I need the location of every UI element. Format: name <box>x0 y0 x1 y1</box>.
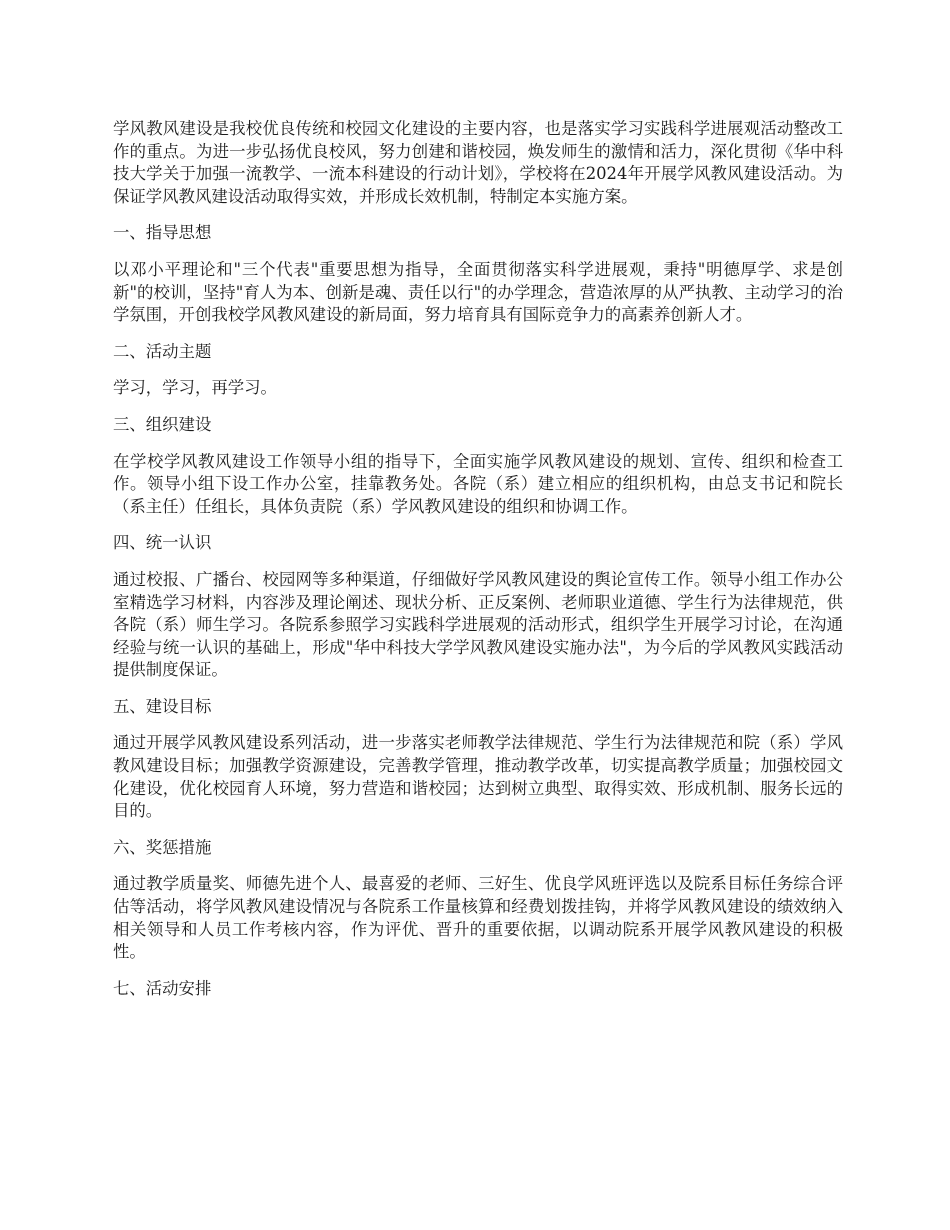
section-body-activity-theme: 学习，学习，再学习。 <box>113 378 277 398</box>
section-heading-rewards-penalties: 六、奖惩措施 <box>113 837 212 857</box>
section-body-organization: 在学校学风教风建设工作领导小组的指导下，全面实施学风教风建设的规划、宣传、组织和检查工作。领导小组下设工作办公室，挂靠教务处。各院（系）建立相应的组织机构，由总支书记和院长（系主任）任组长，具体负责院（系）学风教风建设的组织和协调工作。 <box>113 451 843 516</box>
section-body-unified-understanding: 通过校报、广播台、校园网等多种渠道，仔细做好学风教风建设的舆论宣传工作。领导小组工作办公室精选学习材料，内容涉及理论阐述、现状分析、正反案例、老师职业道德、学生行为法律规范，供各院（系）师生学习。各院系参照学习实践科学进展观的活动形式，组织学生开展学习讨论，在沟通经验与统一认识的基础上，形成"华中科技大学学风教风建设实施办法"，为今后的学风教风实践活动提供制度保证。 <box>113 569 843 680</box>
section-heading-unified-understanding: 四、统一认识 <box>113 533 212 553</box>
section-body-guiding-ideology: 以邓小平理论和"三个代表"重要思想为指导，全面贯彻落实科学进展观，秉持"明德厚学、求是创新"的校训，坚持"育人为本、创新是魂、责任以行"的办学理念，营造浓厚的从严执教、主动学习的治学氛围，开创我校学风教风建设的新局面，努力培育具有国际竞争力的高素养创新人才。 <box>113 259 843 325</box>
document-page <box>113 118 843 1014</box>
section-heading-activity-theme: 二、活动主题 <box>113 341 212 361</box>
section-heading-activity-schedule: 七、活动安排 <box>113 978 212 998</box>
intro-paragraph: 学风教风建设是我校优良传统和校园文化建设的主要内容，也是落实学习实践科学进展观活动整改工作的重点。为进一步弘扬优良校风，努力创建和谐校园，焕发师生的激情和活力，深化贯彻《华中科技大学关于加强一流教学、一流本科建设的行动计划》，学校将在2024年开展学风教风建设活动。为保证学风教风建设活动取得实效，并形成长效机制，特制定本实施方案。 <box>113 119 843 206</box>
section-heading-guiding-ideology: 一、指导思想 <box>113 223 212 243</box>
section-body-construction-goals: 通过开展学风教风建设系列活动，进一步落实老师教学法律规范、学生行为法律规范和院（系）学风教风建设目标；加强教学资源建设，完善教学管理，推动教学改革，切实提高教学质量；加强校园文化建设，优化校园育人环境，努力营造和谐校园；达到树立典型、取得实效、形成机制、服务长远的目的。 <box>113 733 843 821</box>
section-body-rewards-penalties: 通过教学质量奖、师德先进个人、最喜爱的老师、三好生、优良学风班评选以及院系目标任务综合评估等活动，将学风教风建设情况与各院系工作量核算和经费划拨挂钩，并将学风教风建设的绩效纳入相关领导和人员工作考核内容，作为评优、晋升的重要依据，以调动院系开展学风教风建设的积极性。 <box>113 874 843 962</box>
section-heading-construction-goals: 五、建设目标 <box>113 696 212 716</box>
section-heading-organization: 三、组织建设 <box>113 414 212 434</box>
